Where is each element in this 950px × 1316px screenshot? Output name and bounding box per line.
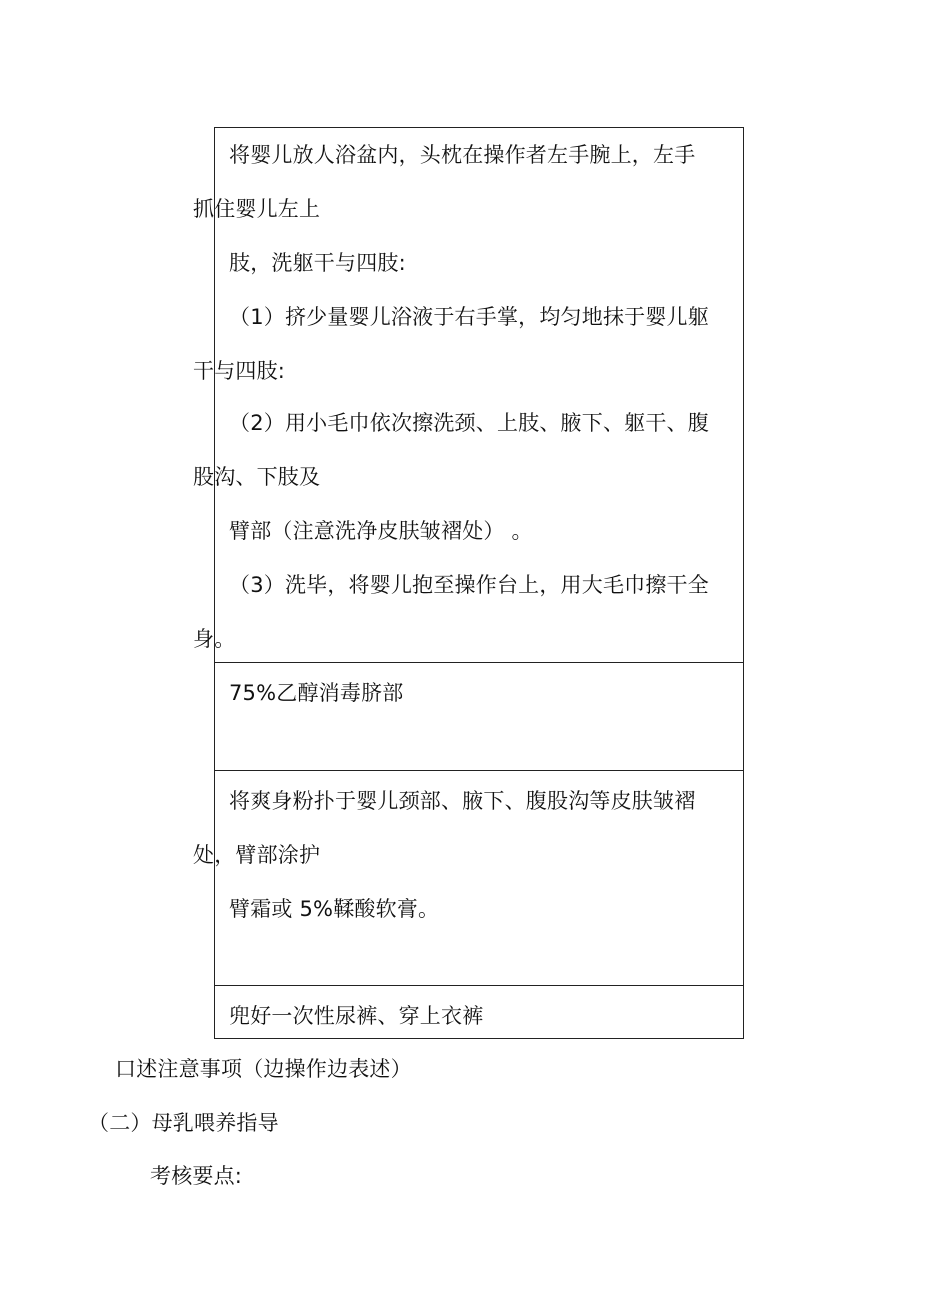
table-row3-line3: 臂霜或 5%鞣酸软膏。 [229,897,440,921]
row-divider [214,770,744,771]
row-divider [214,985,744,986]
table-row3-line1: 将爽身粉扑于婴儿颈部、腋下、腹股沟等皮肤皱褶 [229,789,696,813]
table-row2-line1: 75%乙醇消毒脐部 [229,681,404,705]
key-points-label: 考核要点: [150,1164,243,1188]
table-row1-line9: （3）洗毕，将婴儿抱至操作台上，用大毛巾擦干全 [229,573,709,597]
table-row1-line2: 抓住婴儿左上 [193,197,321,221]
oral-note: 口述注意事项（边操作边表述） [115,1057,412,1081]
table-row1-line10: 身。 [193,627,236,651]
table-row4-line1: 兜好一次性尿裤、穿上衣裤 [229,1004,484,1028]
row-divider [214,662,744,663]
table-row1-line1: 将婴儿放人浴盆内，头枕在操作者左手腕上，左手 [229,143,696,167]
table-row1-line5: 干与四肢: [193,359,286,383]
table-row1-line7: 股沟、下肢及 [193,465,321,489]
table-row1-line6: （2）用小毛巾依次擦洗颈、上肢、腋下、躯干、腹 [229,411,709,435]
table-row1-line4: （1）挤少量婴儿浴液于右手掌，均匀地抹于婴儿躯 [229,305,709,329]
section-heading: （二）母乳喂养指导 [88,1111,279,1135]
table-row1-line3: 肢，洗躯干与四肢: [229,251,406,275]
table-row1-line8: 臂部（注意洗净皮肤皱褶处） 。 [229,519,533,543]
table-row3-line2: 处，臂部涂护 [193,843,321,867]
